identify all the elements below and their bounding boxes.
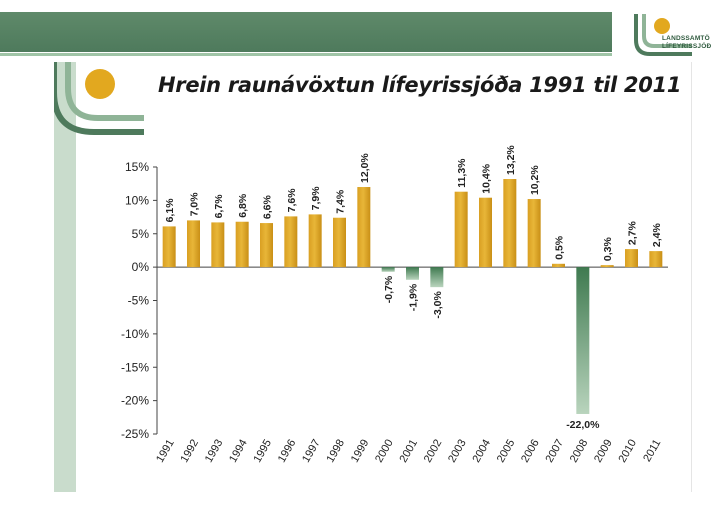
bar-value-label: 2,4% <box>650 223 663 248</box>
bar <box>649 251 662 267</box>
x-category-label: 1996 <box>275 437 299 465</box>
bar-value-label: 0,3% <box>602 237 615 262</box>
bar <box>260 223 273 267</box>
logo-line-2: LÍFEYRISSJÓÐ <box>662 43 712 50</box>
bar <box>528 199 541 267</box>
bar <box>333 218 346 267</box>
bar <box>576 267 589 414</box>
bar <box>430 267 443 287</box>
bar-value-label: 7,4% <box>334 189 347 214</box>
bar-value-label: 6,1% <box>164 198 177 223</box>
bar-value-label: 0,5% <box>553 235 566 260</box>
y-tick-label: -5% <box>127 293 149 308</box>
bar <box>479 198 492 267</box>
bar-value-label: -22,0% <box>566 418 600 431</box>
bar <box>503 179 516 267</box>
x-category-label: 1995 <box>251 437 275 465</box>
x-category-label: 1997 <box>300 437 323 465</box>
y-tick-label: 15% <box>124 160 149 174</box>
bar-value-label: 10,2% <box>529 165 542 196</box>
x-category-label: 1994 <box>227 437 250 465</box>
chart-title: Hrein raunávöxtun lífeyrissjóða 1991 til 2011 <box>158 73 682 97</box>
x-category-label: 1998 <box>324 437 348 465</box>
bar <box>552 264 565 267</box>
bar <box>211 222 224 267</box>
x-category-label: 2008 <box>567 437 591 465</box>
y-tick-label: -10% <box>120 326 149 341</box>
y-tick-label: 5% <box>131 226 149 241</box>
bar <box>187 220 200 267</box>
y-tick-label: -15% <box>120 360 149 375</box>
x-category-label: 2010 <box>616 437 640 465</box>
bar <box>455 192 468 267</box>
bar <box>625 249 638 267</box>
x-category-label: 2007 <box>543 437 567 465</box>
bar <box>163 226 176 267</box>
bar <box>309 214 322 267</box>
x-category-label: 1991 <box>154 437 177 465</box>
bar-value-label: 7,0% <box>188 192 201 217</box>
x-category-label: 1999 <box>348 437 372 465</box>
bar <box>382 267 395 272</box>
y-tick-label: -25% <box>120 427 149 441</box>
bar-value-label: 6,7% <box>212 194 225 219</box>
bar <box>406 267 419 280</box>
bar-value-label: 7,9% <box>310 186 323 211</box>
x-category-label: 2000 <box>373 437 396 465</box>
bar-value-label: 6,6% <box>261 195 274 220</box>
bar-value-label: 11,3% <box>456 158 469 188</box>
bar-value-label: 10,4% <box>480 163 493 194</box>
y-tick-label: 0% <box>131 260 149 275</box>
x-category-label: 2003 <box>446 437 469 465</box>
x-category-label: 2004 <box>470 437 494 465</box>
bar <box>357 187 370 267</box>
bar-value-label: 7,6% <box>285 188 298 213</box>
bar-value-label: 6,8% <box>237 193 250 218</box>
bar-value-label: 13,2% <box>504 145 517 176</box>
logo-line-1: LANDSSAMTÖ <box>662 35 710 42</box>
bar <box>601 265 614 267</box>
bar-value-label: -3,0% <box>431 291 444 319</box>
bar-value-label: 2,7% <box>626 221 639 246</box>
y-tick-label: -20% <box>120 393 149 408</box>
x-category-label: 1993 <box>202 437 226 465</box>
bar <box>236 222 249 267</box>
x-category-label: 2006 <box>519 437 542 465</box>
x-category-label: 2002 <box>421 437 445 465</box>
x-category-label: 2009 <box>592 437 615 465</box>
bar-value-label: -0,7% <box>383 275 396 304</box>
x-category-label: 2001 <box>397 437 421 465</box>
y-tick-label: 10% <box>124 193 149 208</box>
x-category-label: 1992 <box>178 437 202 465</box>
bar-value-label: 12,0% <box>358 153 371 184</box>
x-category-label: 2005 <box>494 437 518 465</box>
x-category-label: 2011 <box>641 437 664 464</box>
bar <box>284 216 297 267</box>
bar-value-label: -1,9% <box>407 283 420 312</box>
